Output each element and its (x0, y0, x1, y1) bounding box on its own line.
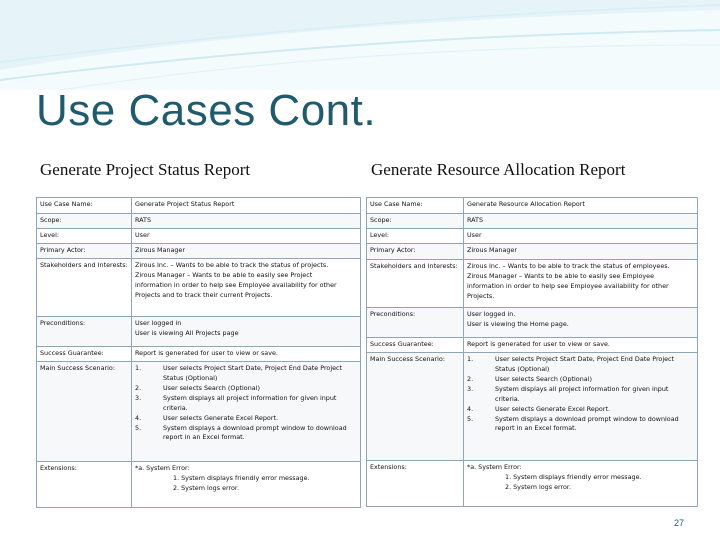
row-label: Level: (37, 229, 132, 244)
extension-line: 2. System logs error. (173, 483, 240, 492)
stakeholder-line: Projects and to track their current Projects. (135, 290, 273, 299)
left-use-case-heading: Generate Project Status Report (40, 160, 251, 179)
table-row (37, 198, 361, 214)
extension-line: 1. System displays friendly error message. (173, 473, 310, 482)
table-row (367, 214, 698, 229)
row-value: Generate Resource Allocation Report (464, 198, 698, 214)
row-label: Use Case Name: (37, 198, 132, 214)
slide-title: Use Cases Cont. (36, 86, 377, 135)
row-value (132, 362, 361, 462)
row-value (132, 259, 361, 317)
stakeholder-line: information in order to help see Employee availability for other (135, 280, 337, 289)
row-value: User (464, 229, 698, 244)
row-label: Success Guarantee: (367, 338, 464, 353)
right-use-case-heading: Generate Resource Allocation Report (371, 160, 626, 179)
precondition-line: User logged in (135, 319, 182, 327)
header-banner-graphic (0, 0, 720, 90)
left-use-case-table (36, 197, 361, 508)
row-value: RATS (464, 214, 698, 229)
table-row (37, 317, 361, 347)
extension-line: 2. System logs error. (505, 482, 572, 491)
extension-head: *a. System Error: (135, 464, 190, 472)
row-label: Preconditions: (37, 317, 132, 347)
row-label: Preconditions: (367, 308, 464, 338)
table-row (37, 347, 361, 362)
table-row (367, 338, 698, 353)
list-item: 2. User selects Search (Optional) (467, 374, 592, 383)
scenario-steps (135, 364, 357, 443)
table-row (367, 260, 698, 308)
row-value: User (132, 229, 361, 244)
stakeholder-line: Zirous Manager – Wants to be able to easily see Employee (467, 271, 655, 280)
stakeholder-line: information in order to help see Employee availability for other (467, 281, 669, 290)
row-label: Success Guarantee: (37, 347, 132, 362)
list-item: 4. User selects Generate Excel Report. (135, 413, 278, 422)
table-row (367, 198, 698, 214)
row-label: Main Success Scenario: (367, 353, 464, 461)
row-value: Zirous Manager (132, 244, 361, 259)
list-item: 3. System displays all project information for given input criteria. (135, 393, 337, 412)
stakeholder-line: Zirous Inc. – Wants to be able to track the status of projects. (135, 261, 329, 269)
table-row (37, 229, 361, 244)
table-row (37, 259, 361, 317)
list-item: 4. User selects Generate Excel Report. (467, 404, 610, 413)
table-row (367, 244, 698, 260)
row-label: Scope: (37, 214, 132, 229)
row-value (464, 308, 698, 338)
extension-head: *a. System Error: (467, 463, 522, 471)
row-value (132, 462, 361, 508)
row-label: Extensions: (367, 461, 464, 507)
row-label: Primary Actor: (37, 244, 132, 259)
table-row (367, 461, 698, 507)
row-value (464, 353, 698, 461)
list-item: 5. System displays a download prompt window to download report in an Excel format. (135, 423, 347, 442)
row-value: Report is generated for user to view or save. (464, 338, 698, 353)
table-row (367, 308, 698, 338)
table-row (37, 462, 361, 508)
table-row (37, 214, 361, 229)
row-value: Zirous Manager (464, 244, 698, 260)
table-row (367, 229, 698, 244)
row-label: Primary Actor: (367, 244, 464, 260)
stakeholder-line: Zirous Manager – Wants to be able to easily see Project (135, 270, 313, 279)
row-label: Use Case Name: (367, 198, 464, 214)
stakeholder-line: Zirous Inc. – Wants to be able to track the status of employees. (467, 262, 670, 270)
list-item: 2. User selects Search (Optional) (135, 383, 260, 392)
row-value: Report is generated for user to view or save. (132, 347, 361, 362)
precondition-line: User is viewing All Projects page (135, 328, 239, 337)
row-label: Level: (367, 229, 464, 244)
table-row (37, 244, 361, 259)
list-item: 1. User selects Project Start Date, Project End Date Project Status (Optional) (135, 364, 343, 382)
list-item: 1. User selects Project Start Date, Project End Date Project Status (Optional) (467, 355, 675, 373)
row-label: Scope: (367, 214, 464, 229)
extension-line: 1. System displays friendly error message. (505, 472, 642, 481)
list-item: 3. System displays all project information for given input criteria. (467, 384, 669, 403)
right-use-case-table (366, 197, 698, 507)
row-value (464, 461, 698, 507)
row-label: Main Success Scenario: (37, 362, 132, 462)
row-value: RATS (132, 214, 361, 229)
row-value (132, 317, 361, 347)
scenario-steps (467, 355, 694, 434)
stakeholder-line: Projects. (467, 291, 495, 300)
row-label: Extensions: (37, 462, 132, 508)
table-row (37, 362, 361, 462)
precondition-line: User is viewing the Home page. (467, 319, 569, 328)
page-number: 27 (673, 518, 684, 528)
table-row (367, 353, 698, 461)
list-item: 5. System displays a download prompt window to download report in an Excel format. (467, 414, 679, 433)
row-value: Generate Project Status Report (132, 198, 361, 214)
row-value (464, 260, 698, 308)
precondition-line: User logged in. (467, 310, 516, 318)
row-label: Stakeholders and Interests: (367, 260, 464, 308)
row-label: Stakeholders and Interests: (37, 259, 132, 317)
